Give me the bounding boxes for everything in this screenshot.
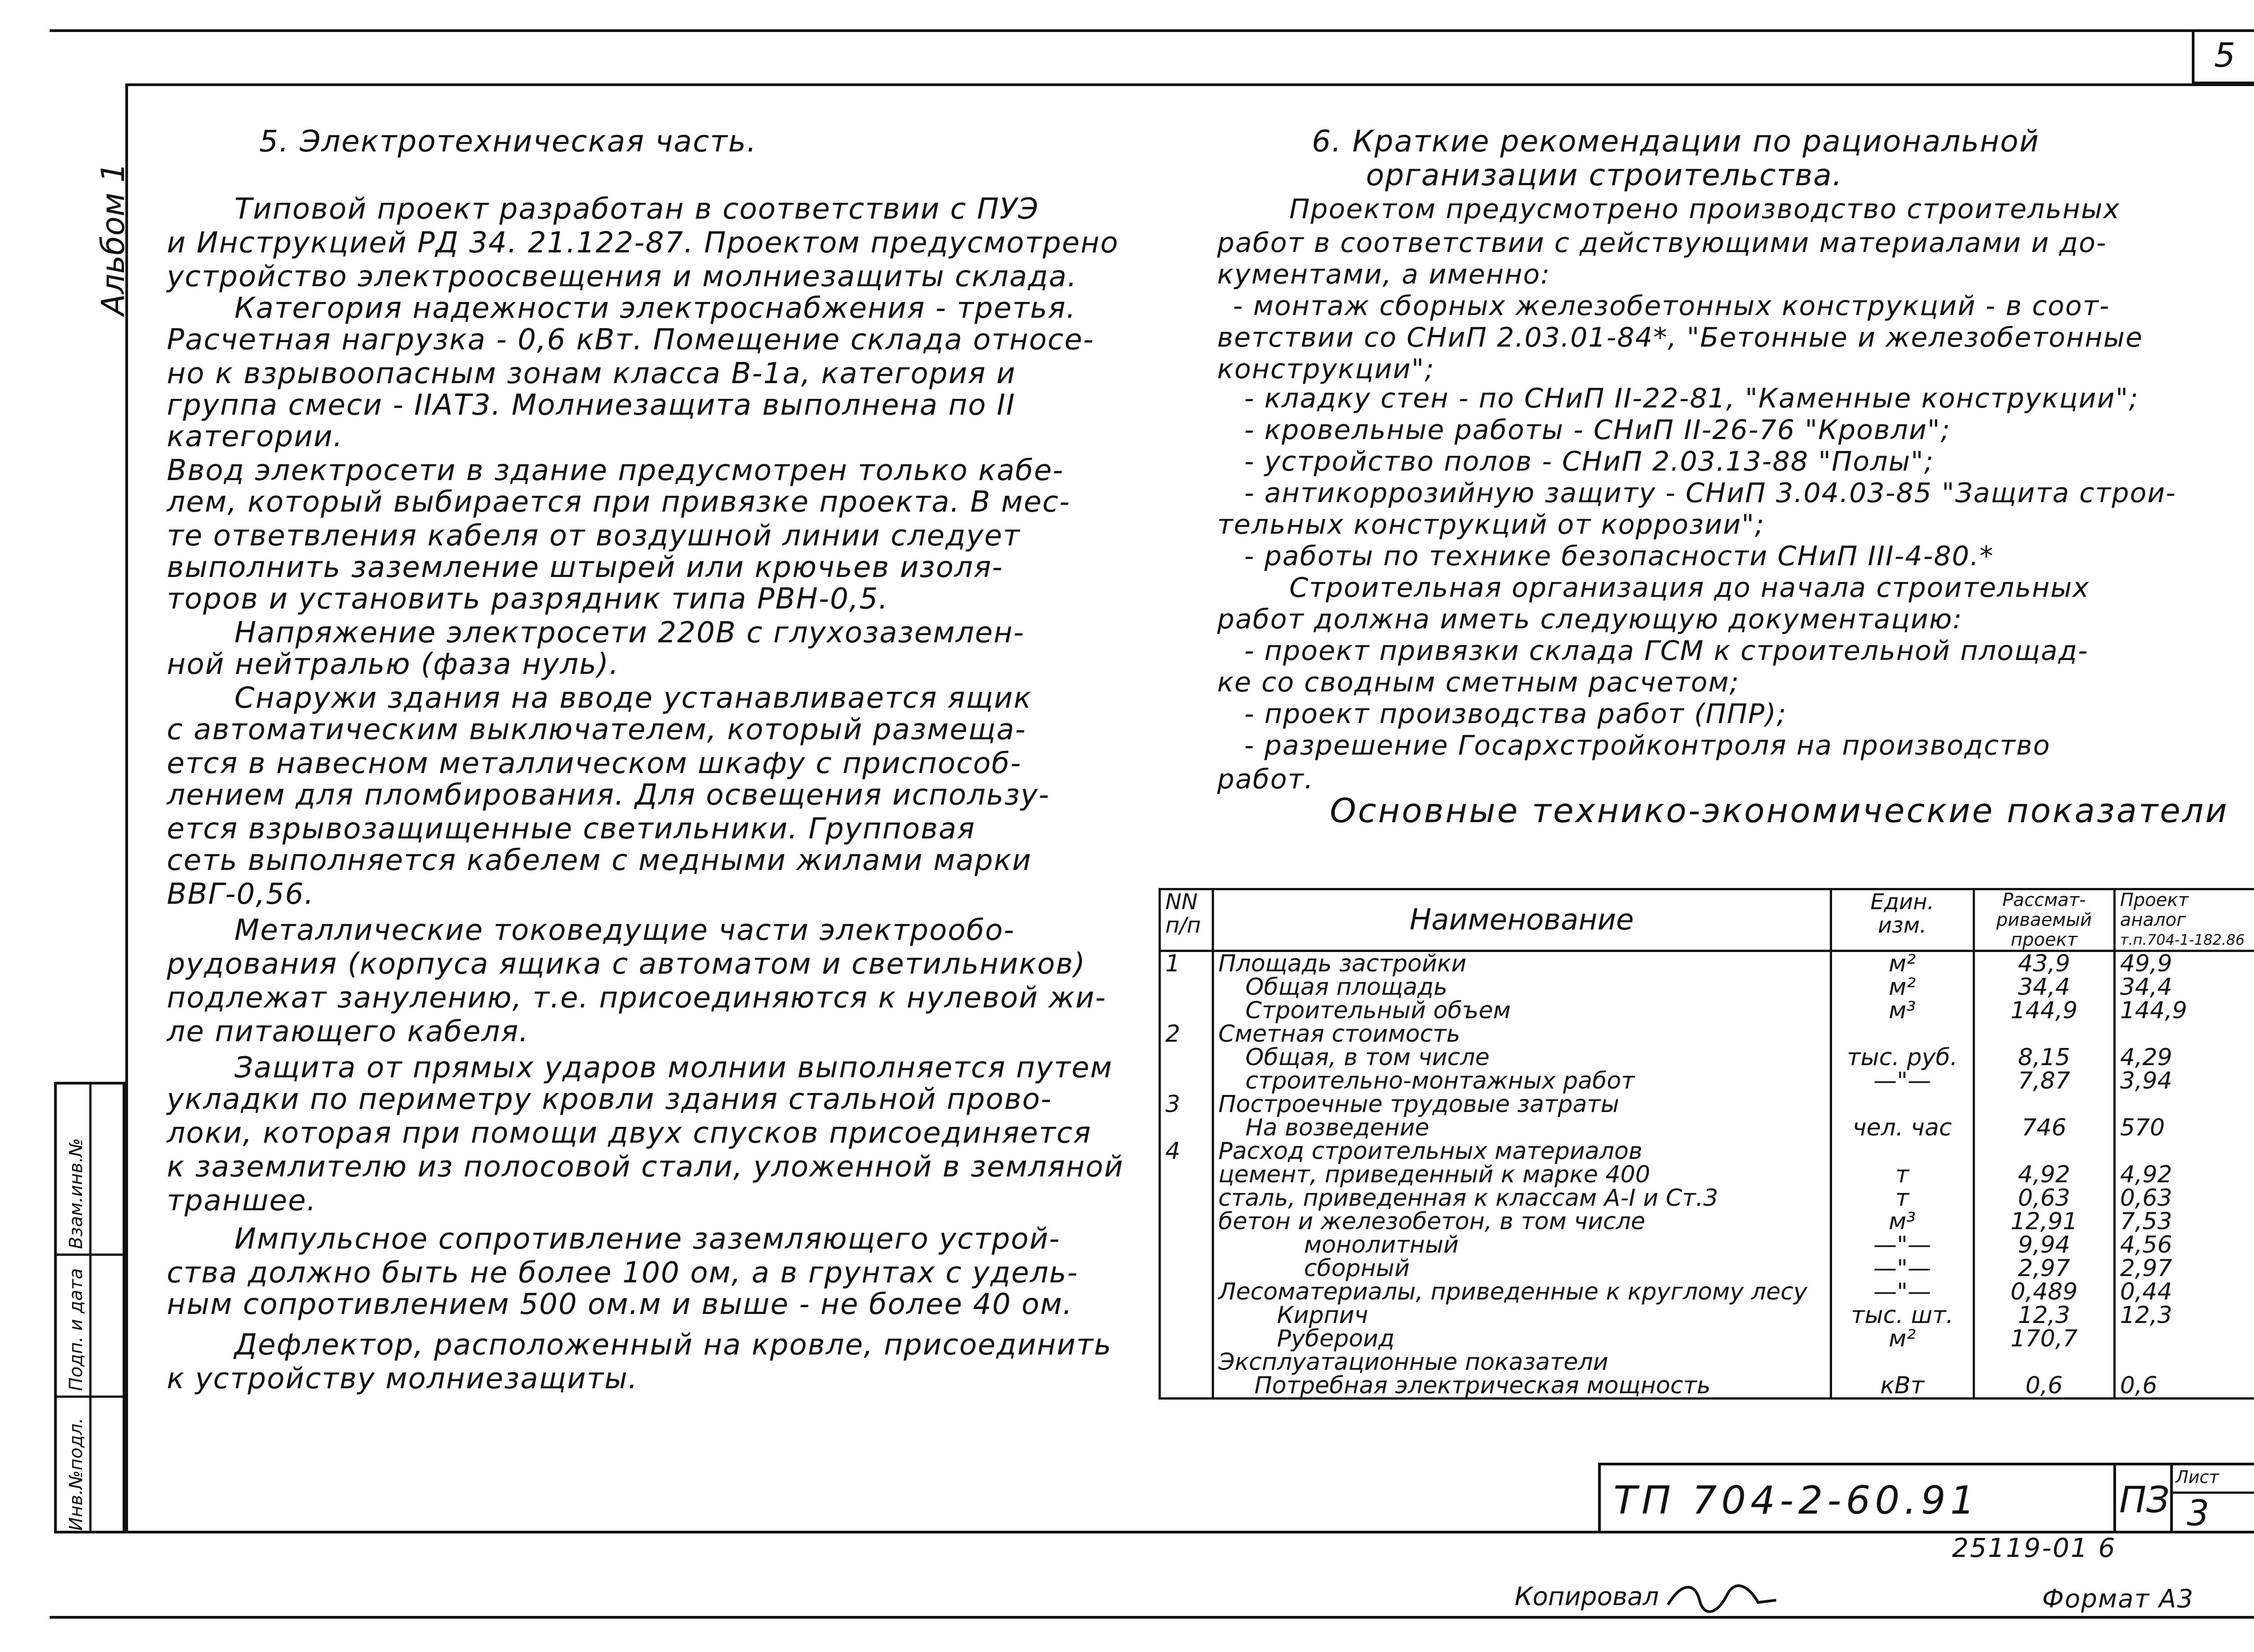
indicator-name-value: строительно-монтажных работ: [1245, 1067, 1635, 1094]
header-name: Наименование: [1213, 889, 1831, 951]
section-6-line: - кладку стен - по СНиП II-22-81, "Каменные конструкции";: [1244, 383, 2139, 414]
section-6-line: работ в соответствии с действующими материалами и до-: [1217, 227, 2107, 259]
row-number: [1160, 1350, 1213, 1399]
indicator-unit: [1831, 1139, 1974, 1350]
analog-value-value: [2120, 1093, 2252, 1116]
section-6-line: - монтаж сборных железобетонных конструкций - в соот-: [1233, 290, 2110, 322]
table-title: Основные технико-экономические показатели: [1330, 792, 2229, 830]
section-5-line: ства должно быть не более 100 ом, а в грунтах с удель-: [167, 1256, 1079, 1290]
row-number: [1160, 1093, 1213, 1139]
indicator-unit-value: м²: [1888, 950, 1916, 977]
header-considered: Рассмат- риваемый проект: [1974, 889, 2114, 951]
title-block-divider: [2113, 1465, 2116, 1533]
section-5-line: ется взрывозащищенные светильники. Групповая: [167, 812, 976, 846]
section-5-line: к заземлителю из полосовой стали, уложенной в земляной: [167, 1150, 1124, 1184]
indicator-name-value: Эксплуатационные показатели: [1218, 1349, 1608, 1376]
section-5-line: но к взрывоопасным зонам класса В-1а, категория и: [167, 357, 1016, 390]
stamp-label-replace: Взам.инв.№: [66, 1138, 87, 1249]
considered-value-value: 0,6: [2025, 1372, 2063, 1399]
indicator-unit-value: м²: [1888, 974, 1916, 1001]
row-number-text: 1: [1165, 950, 1181, 977]
considered-value-value: 746: [2021, 1114, 2066, 1141]
title-block-divider: [2170, 1492, 2254, 1494]
analog-value-value: 4,92: [2120, 1161, 2172, 1188]
row-number: [1160, 951, 1213, 1023]
considered-value-value: [1979, 1093, 2109, 1116]
indicator-unit-value: [1837, 1139, 1968, 1163]
section-6-line: - работы по технике безопасности СНиП III-4-80.*: [1244, 540, 1994, 572]
section-5-line: ВВГ-0,56.: [167, 878, 315, 911]
analog-value-value: [2120, 1022, 2252, 1046]
considered-value: [1974, 1139, 2114, 1350]
considered-value-value: 7,87: [2018, 1067, 2071, 1094]
indicator-unit-value: —"—: [1873, 1067, 1931, 1094]
table-row: [1160, 1022, 2254, 1093]
stamp-label-sign-date: Подп. и дата: [66, 1268, 87, 1391]
section-5-line: ется в навесном металлическом шкафу с приспособ-: [167, 747, 1022, 780]
indicator-unit-value: [1837, 1350, 1968, 1374]
indicator-name-value: Строительный объем: [1245, 997, 1511, 1024]
indicator-name-value: Общая площадь: [1245, 974, 1448, 1001]
considered-value-value: 2,97: [2018, 1255, 2071, 1282]
analog-value-value: 2,97: [2120, 1255, 2172, 1282]
indicator-name-value: сталь, приведенная к классам А-I и Ст.3: [1218, 1185, 1718, 1212]
indicator-name: [1213, 1022, 1831, 1093]
section-code: ПЗ: [2119, 1479, 2170, 1521]
analog-value-value: 4,56: [2120, 1231, 2172, 1258]
approval-stamp: [54, 1082, 125, 1533]
row-number-text: 3: [1165, 1091, 1181, 1118]
analog-value-value: 34,4: [2120, 974, 2172, 1001]
section-5-line: и Инструкцией РД 34. 21.122-87. Проектом предусмотрено: [167, 226, 1119, 260]
indicator-unit-value: м²: [1888, 1325, 1916, 1352]
considered-value: [1974, 1022, 2114, 1093]
considered-value-value: 12,91: [2010, 1208, 2078, 1235]
row-number-text: 4: [1165, 1138, 1181, 1165]
section-6-line: работ должна иметь следующую документацию:: [1217, 604, 1963, 635]
section-5-line: Типовой проект разработан в соответствии с ПУЭ: [234, 192, 1040, 226]
section-5-line: Металлические токоведущие части электрообо-: [234, 914, 1015, 947]
section-6-line: - кровельные работы - СНиП II-26-76 "Кровли";: [1244, 414, 1951, 446]
section-5-line: выполнить заземление штырей или крючьев изоля-: [167, 551, 1003, 584]
analog-value: [2114, 1022, 2254, 1093]
section-5-line: Импульсное сопротивление заземляющего устрой-: [234, 1222, 1061, 1256]
section-6-heading-line2: организации строительства.: [1366, 158, 1843, 192]
section-5-line: траншее.: [167, 1184, 317, 1217]
header-num: NN п/п: [1160, 889, 1213, 951]
analog-value-value: 49,9: [2120, 950, 2172, 977]
indicator-unit-value: [1837, 1093, 1968, 1116]
row-number-text: 2: [1165, 1020, 1181, 1048]
section-6-line: конструкции";: [1217, 353, 1435, 385]
format-label: Формат А3: [2042, 1584, 2194, 1614]
section-6-line: - антикоррозийную защиту - СНиП 3.04.03-85 "Защита строи-: [1244, 477, 2176, 509]
section-5-line: Расчетная нагрузка - 0,6 кВт. Помещение склада относе-: [167, 323, 1095, 357]
analog-value-value: 0,44: [2120, 1278, 2172, 1305]
indicator-unit-value: —"—: [1873, 1278, 1931, 1305]
section-6-line: Строительная организация до начала строительных: [1289, 572, 2090, 604]
analog-value-value: 0,6: [2120, 1372, 2158, 1399]
considered-value-value: 12,3: [2018, 1302, 2071, 1329]
indicator-unit-value: т: [1895, 1185, 1909, 1212]
row-number-text: [1165, 1350, 1207, 1374]
section-5-line: ле питающего кабеля.: [167, 1015, 529, 1048]
section-5-line: укладки по периметру кровли здания стальной прово-: [167, 1083, 1052, 1116]
indicator-unit: [1831, 1022, 1974, 1093]
section-5-line: Дефлектор, расположенный на кровле, присоединить: [234, 1328, 1112, 1362]
section-6-line: работ.: [1217, 764, 1314, 795]
bottom-border-line: [50, 1616, 2254, 1619]
indicator-name-value: Построечные трудовые затраты: [1218, 1091, 1619, 1118]
considered-value-value: 144,9: [2010, 997, 2078, 1024]
indicator-unit-value: —"—: [1873, 1255, 1931, 1282]
top-border-line: [50, 29, 2254, 32]
analog-value-value: 12,3: [2120, 1302, 2172, 1329]
section-5-line: к устройству молниезащиты.: [167, 1362, 638, 1396]
section-5-line: те ответвления кабеля от воздушной линии следует: [167, 519, 1021, 553]
indicator-unit: [1831, 1350, 1974, 1399]
indicator-name: [1213, 1093, 1831, 1139]
section-6-line: ке со сводным сметным расчетом;: [1217, 667, 1740, 698]
indicator-name: [1213, 951, 1831, 1023]
considered-value-value: 0,63: [2018, 1185, 2071, 1212]
section-5-line: группа смеси - IIАТ3. Молниезащита выполнена по II: [167, 389, 1016, 422]
section-6-line: - проект производства работ (ППР);: [1244, 698, 1787, 730]
section-5-line: Категория надежности электроснабжения - третья.: [234, 292, 1077, 325]
section-6-line: - проект привязки склада ГСМ к строительной площад-: [1244, 635, 2089, 667]
section-5-line: лем, который выбирается при привязке проекта. В мес-: [167, 485, 1071, 519]
section-5-line: локи, которая при помощи двух спусков присоединяется: [167, 1117, 1092, 1150]
section-5-line: категории.: [167, 420, 344, 453]
section-5-line: рудования (корпуса ящика с автоматом и светильников): [167, 947, 1086, 981]
section-6-heading-line1: 6. Краткие рекомендации по рациональной: [1312, 124, 2040, 159]
indicator-name: [1213, 1139, 1831, 1350]
section-5-line: ной нейтралью (фаза нуль).: [167, 648, 619, 681]
title-block: [1598, 1463, 2254, 1533]
indicator-name-value: Расход строительных материалов: [1218, 1138, 1643, 1165]
section-5-line: Защита от прямых ударов молнии выполняется путем: [234, 1051, 1113, 1085]
document-code: ТП 704-2-60.91: [1613, 1478, 1979, 1523]
archive-number: 25119-01 6: [1952, 1533, 2117, 1563]
considered-value: [1974, 951, 2114, 1023]
analog-value: [2114, 1350, 2254, 1399]
indicator-name-value: Лесоматериалы, приведенные к круглому лесу: [1218, 1278, 1808, 1305]
section-6-line: тельных конструкций от коррозии";: [1217, 509, 1765, 540]
indicator-name-value: Площадь застройки: [1218, 950, 1466, 977]
section-5-heading: 5. Электротехническая часть.: [259, 124, 757, 159]
indicator-unit-value: кВт: [1880, 1372, 1924, 1399]
indicator-unit-value: —"—: [1873, 1231, 1931, 1258]
row-number: [1160, 1139, 1213, 1350]
section-5-line: лением для пломбирования. Для освещения использу-: [167, 778, 1050, 812]
indicator-name-value: цемент, приведенный к марке 400: [1218, 1161, 1650, 1188]
considered-value-value: 8,15: [2018, 1044, 2071, 1071]
copied-by-label: Копировал: [1515, 1582, 1659, 1611]
section-5-line: устройство электроосвещения и молниезащиты склада.: [167, 260, 1078, 293]
copier-signature: [1663, 1578, 1781, 1618]
sheet-label: Лист: [2176, 1467, 2219, 1487]
indicator-unit-value: чел. час: [1852, 1114, 1952, 1141]
indicator-unit: [1831, 951, 1974, 1023]
analog-value-value: 0,63: [2120, 1185, 2172, 1212]
indicator-unit-value: м³: [1888, 1208, 1916, 1235]
indicator-name-value: сборный: [1304, 1255, 1410, 1282]
title-block-divider: [2170, 1465, 2173, 1533]
corner-sheet-number: 5: [2192, 29, 2254, 84]
indicator-name-value: Общая, в том числе: [1245, 1044, 1490, 1071]
section-5-line: подлежат занулению, т.е. присоединяются к нулевой жи-: [167, 981, 1107, 1015]
table-row: [1160, 1139, 2254, 1350]
analog-value-value: [2120, 1350, 2252, 1374]
stamp-divider: [89, 1085, 92, 1531]
indicator-name-value: На возведение: [1245, 1114, 1429, 1141]
header-unit: Един. изм.: [1831, 889, 1974, 951]
indicator-name-value: Кирпич: [1277, 1302, 1368, 1329]
considered-value-value: 34,4: [2018, 974, 2071, 1001]
section-5-line: Напряжение электросети 220В с глухозаземлен-: [234, 616, 1025, 650]
stamp-divider: [57, 1396, 123, 1398]
considered-value-value: [1979, 1139, 2109, 1163]
section-6-line: кументами, а именно:: [1217, 259, 1551, 290]
indicator-name-value: Сметная стоимость: [1218, 1020, 1461, 1048]
sheet-number: 3: [2187, 1493, 2209, 1534]
section-5-line: торов и установить разрядник типа РВН-0,5.: [167, 582, 889, 616]
analog-value-value: 7,53: [2120, 1208, 2172, 1235]
section-6-line: ветствии со СНиП 2.03.01-84*, "Бетонные и железобетонные: [1217, 322, 2144, 353]
analog-value-value: [2120, 1327, 2252, 1350]
considered-value-value: [1979, 1022, 2109, 1046]
indicator-unit-value: тыс. руб.: [1847, 1044, 1958, 1071]
table-header-row: [1160, 889, 2254, 951]
table-row: [1160, 1350, 2254, 1399]
considered-value: [1974, 1093, 2114, 1139]
section-5-line: сеть выполняется кабелем с медными жилами марки: [167, 844, 1032, 877]
considered-value-value: 170,7: [2010, 1325, 2078, 1352]
album-label: Альбом 1: [95, 162, 132, 316]
section-6-line: - разрешение Госархстройконтроля на производство: [1244, 730, 2051, 761]
analog-value: [2114, 1093, 2254, 1139]
row-number: [1160, 1022, 1213, 1093]
section-5-line: Ввод электросети в здание предусмотрен только кабе-: [167, 454, 1064, 487]
indicator-name-value: Потребная электрическая мощность: [1254, 1372, 1711, 1399]
table-row: [1160, 1093, 2254, 1139]
analog-value-value: 3,94: [2120, 1067, 2172, 1094]
indicator-unit-value: м³: [1888, 997, 1916, 1024]
considered-value-value: [1979, 1350, 2109, 1374]
analog-value-value: 570: [2120, 1114, 2165, 1141]
section-6-line: Проектом предусмотрено производство строительных: [1289, 193, 2121, 225]
analog-value: [2114, 951, 2254, 1023]
indicator-name-value: бетон и железобетон, в том числе: [1218, 1208, 1645, 1235]
analog-value-value: [2120, 1139, 2252, 1163]
section-5-line: ным сопротивлением 500 ом.м и выше - не более 40 ом.: [167, 1288, 1073, 1321]
considered-value-value: 0,489: [2010, 1278, 2078, 1305]
analog-value: [2114, 1139, 2254, 1350]
analog-value-value: 4,29: [2120, 1044, 2172, 1071]
indicators-table: [1159, 888, 2254, 1400]
indicator-name-value: монолитный: [1304, 1231, 1459, 1258]
indicator-unit: [1831, 1093, 1974, 1139]
considered-value-value: 9,94: [2018, 1231, 2071, 1258]
indicator-unit-value: [1837, 1022, 1968, 1046]
section-6-line: - устройство полов - СНиП 2.03.13-88 "Полы";: [1244, 446, 1934, 477]
stamp-label-inv: Инв.№подл.: [66, 1418, 87, 1531]
stamp-divider: [57, 1254, 123, 1256]
indicator-name: [1213, 1350, 1831, 1399]
table-row: [1160, 951, 2254, 1023]
considered-value-value: 4,92: [2018, 1161, 2071, 1188]
section-5-line: Снаружи здания на вводе устанавливается ящик: [234, 682, 1032, 715]
section-5-line: с автоматическим выключателем, который размеща-: [167, 713, 1026, 746]
considered-value: [1974, 1350, 2114, 1399]
indicator-unit-value: т: [1895, 1161, 1909, 1188]
considered-value-value: 43,9: [2018, 950, 2071, 977]
analog-value-value: 144,9: [2120, 997, 2187, 1024]
header-analog: Проект аналог т.п.704-1-182.86: [2114, 889, 2254, 951]
indicator-name-value: Рубероид: [1277, 1325, 1395, 1352]
indicator-unit-value: тыс. шт.: [1851, 1302, 1954, 1329]
